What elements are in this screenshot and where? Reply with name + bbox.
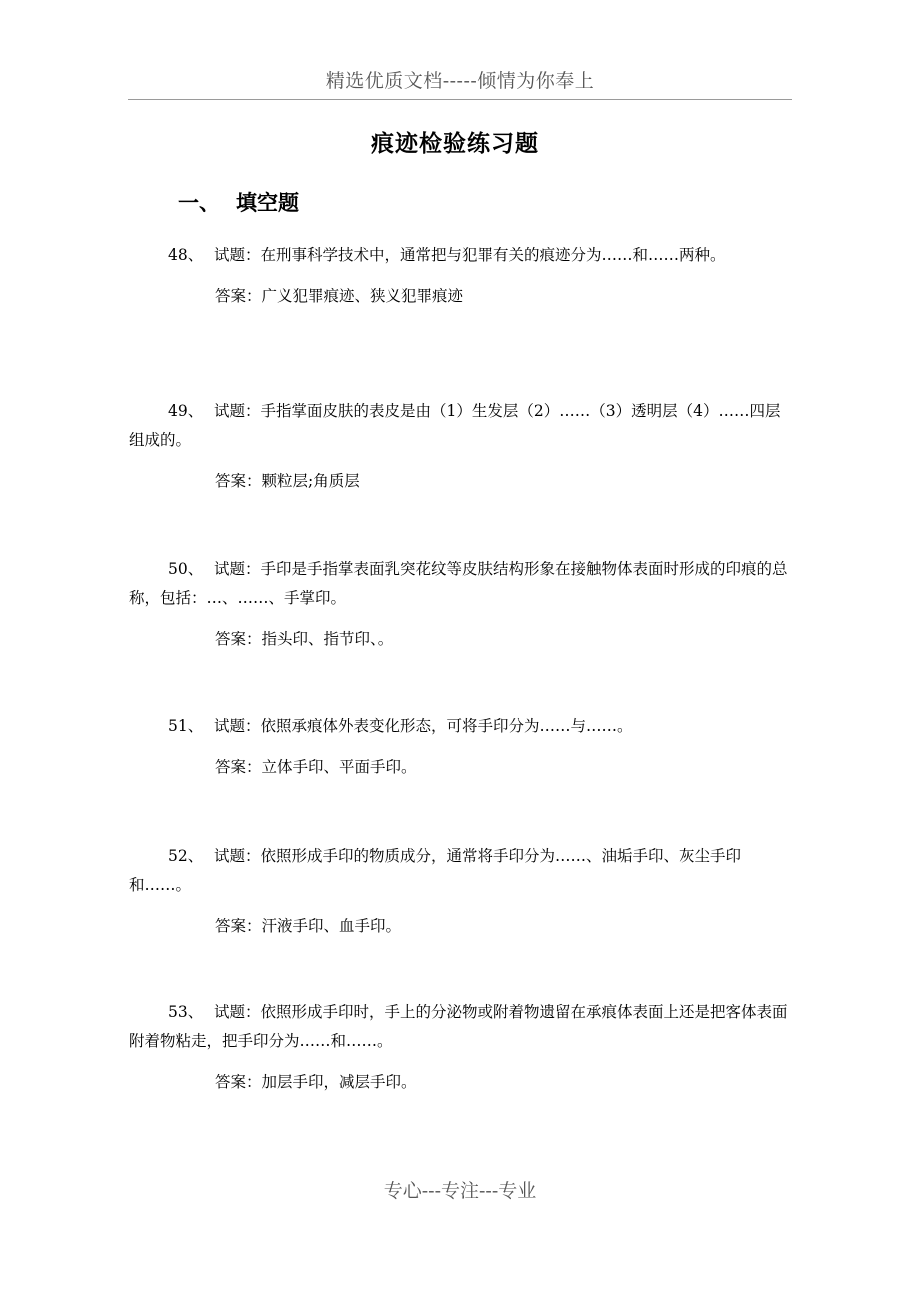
header-text: 精选优质文档-----倾情为你奉上 (325, 70, 595, 92)
answer-text: 答案：立体手印、平面手印。 (215, 758, 417, 776)
question-text (129, 241, 793, 270)
question-text (129, 998, 793, 1056)
answer-text: 答案：指头印、指节印、。 (215, 630, 394, 648)
question-body: 试题：依照形成手印时，手上的分泌物或附着物遗留在承痕体表面上还是把客体表面附着物粘走，把手印分为……和……。 (129, 1003, 788, 1050)
question-text (129, 712, 793, 741)
answer-text: 答案：广义犯罪痕迹、狭义犯罪痕迹 (215, 287, 464, 305)
question-number: 50、 (168, 560, 204, 578)
section-heading (178, 187, 299, 217)
page-footer: 专心---专注---专业 (383, 1180, 537, 1202)
question-number: 51、 (168, 717, 204, 735)
question-body: 试题：依照形成手印的物质成分，通常将手印分为……、油垢手印、灰尘手印和……。 (129, 847, 742, 894)
question-item (129, 842, 793, 941)
question-item (129, 397, 793, 496)
question-item (129, 998, 793, 1097)
question-body: 试题：在刑事科学技术中，通常把与犯罪有关的痕迹分为……和……两种。 (214, 246, 726, 264)
question-number: 53、 (168, 1003, 204, 1021)
question-body: 试题：依照承痕体外表变化形态，可将手印分为……与……。 (214, 717, 633, 735)
question-body: 试题：手印是手指掌表面乳突花纹等皮肤结构形象在接触物体表面时形成的印痕的总称，包括：…、……、手掌印。 (129, 560, 788, 607)
question-text (129, 842, 793, 900)
question-number: 48、 (168, 246, 204, 264)
question-item (129, 241, 793, 311)
answer-text: 答案：颗粒层;角质层 (215, 472, 360, 490)
question-item (129, 555, 793, 654)
question-text (129, 397, 793, 455)
question-number: 49、 (168, 402, 204, 420)
section-title: 填空题 (236, 190, 299, 215)
answer-text: 答案：加层手印，减层手印。 (215, 1073, 417, 1091)
header-divider (128, 99, 792, 100)
question-text (129, 555, 793, 613)
answer-text: 答案：汗液手印、血手印。 (215, 917, 402, 935)
question-item (129, 712, 793, 782)
section-number: 一、 (178, 190, 220, 215)
question-body: 试题：手指掌面皮肤的表皮是由（1）生发层（2）……（3）透明层（4）……四层组成的。 (129, 402, 781, 449)
question-number: 52、 (168, 847, 204, 865)
document-title: 痕迹检验练习题 (371, 130, 539, 157)
